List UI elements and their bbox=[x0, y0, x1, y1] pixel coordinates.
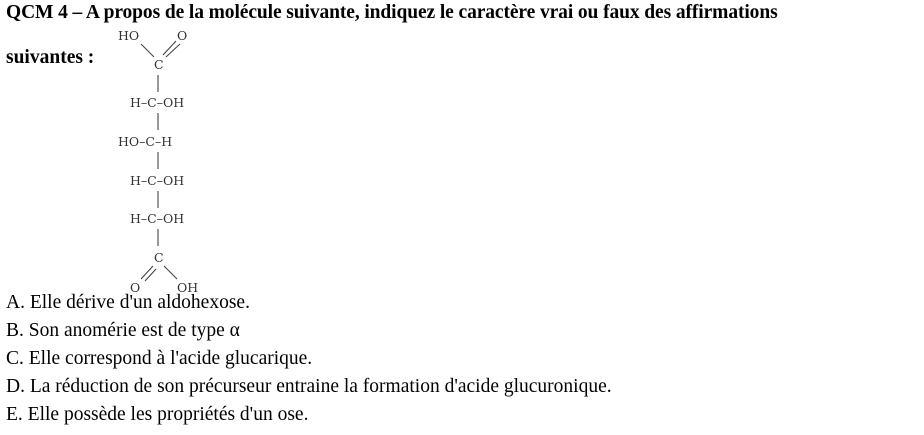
chain-row-2: HO–C–H bbox=[118, 134, 173, 149]
chain-row-4: H–C–OH bbox=[130, 211, 185, 226]
answer-b: B. Son anomérie est de type α bbox=[6, 320, 240, 341]
bottom-o-bond-2 bbox=[145, 269, 156, 281]
answer-a: A. Elle dérive d'un aldohexose. bbox=[6, 292, 250, 313]
bottom-oh-label: OH bbox=[177, 280, 199, 295]
bottom-o-bond-1 bbox=[141, 266, 153, 279]
top-o-bond-1 bbox=[166, 44, 180, 57]
top-ho-label: HO bbox=[118, 28, 140, 43]
answer-list bbox=[6, 289, 612, 429]
bottom-o-label: O bbox=[130, 280, 141, 295]
top-o-bond-2 bbox=[163, 41, 176, 55]
top-ho-bond bbox=[141, 44, 154, 57]
top-carbon-label: C bbox=[154, 57, 164, 72]
bottom-carbon-label: C bbox=[154, 250, 164, 265]
answer-e: E. Elle possède les propriétés d'un ose. bbox=[6, 404, 309, 425]
bottom-oh-bond bbox=[164, 266, 177, 279]
answer-c: C. Elle correspond à l'acide glucarique. bbox=[6, 348, 313, 369]
top-o-label: O bbox=[177, 28, 188, 43]
chain-row-1: H–C–OH bbox=[130, 95, 185, 110]
question-title: QCM 4 – A propos de la molécule suivante, indiquez le caractère vrai ou faux des affirmations bbox=[6, 2, 778, 23]
chain-row-3: H–C–OH bbox=[130, 173, 185, 188]
answer-d: D. La réduction de son précurseur entraine la formation d'acide glucuronique. bbox=[6, 376, 612, 397]
question-title-continuation: suivantes : bbox=[6, 47, 95, 68]
